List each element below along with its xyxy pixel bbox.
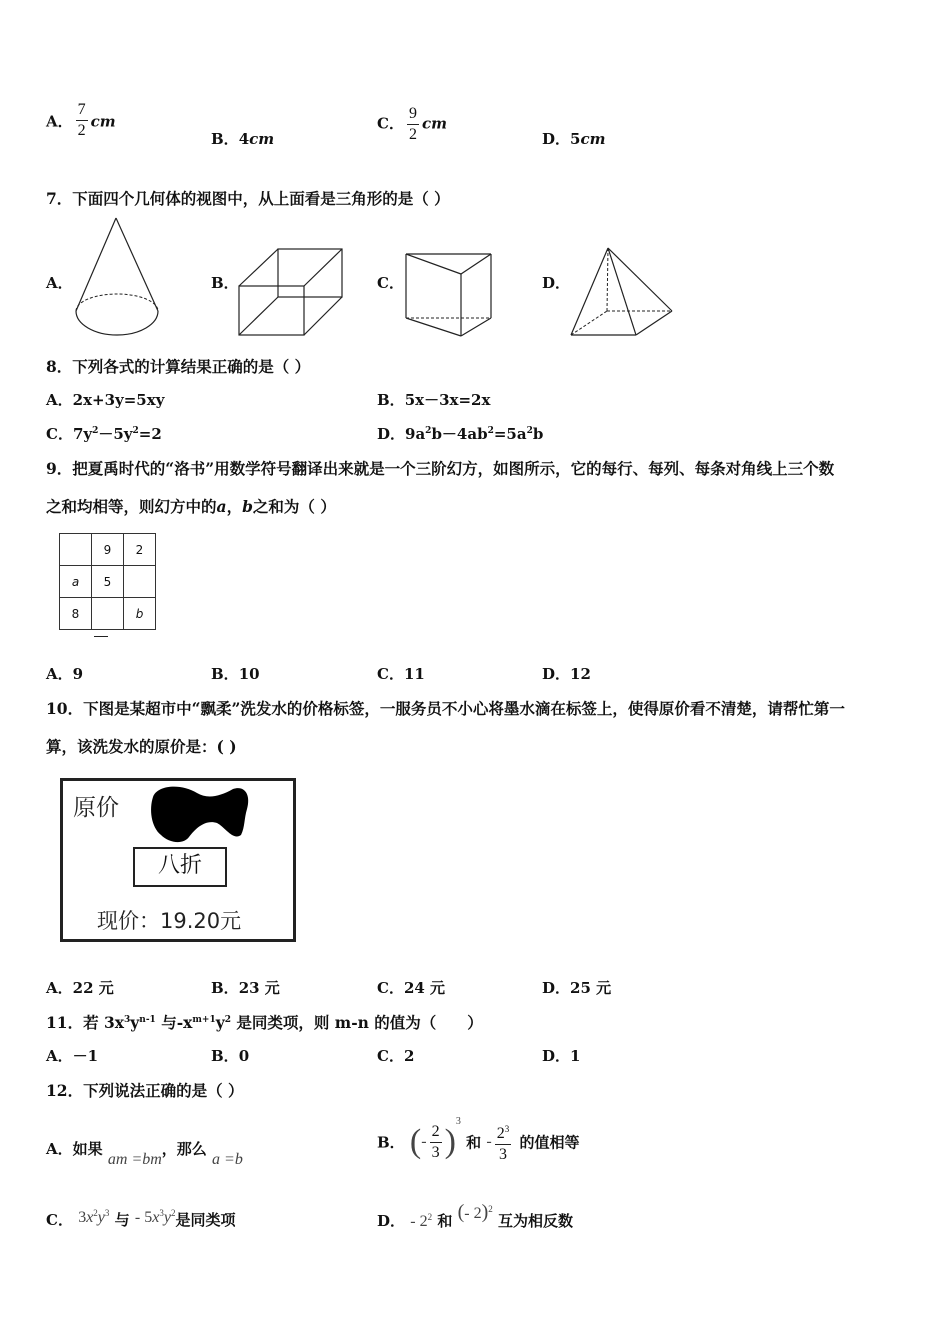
option-text: 25 元 xyxy=(570,979,612,997)
option-letter: D． xyxy=(377,425,406,443)
option-letter: B． xyxy=(211,1047,239,1065)
option-text: 23 元 xyxy=(238,979,280,997)
q12-option-d xyxy=(377,1201,573,1232)
cone-figure xyxy=(70,215,164,340)
unit: cm xyxy=(90,112,116,131)
q9-option-a xyxy=(46,663,83,684)
q10-option-d xyxy=(542,977,611,998)
option-text: 与 xyxy=(114,1211,130,1229)
option-text: 11 xyxy=(403,665,425,683)
option-text: －1 xyxy=(72,1047,99,1065)
option-text: 是同类项 xyxy=(175,1211,236,1229)
q6-option-b xyxy=(211,128,274,149)
q8-option-a xyxy=(46,389,164,410)
q7-letter-c: C． xyxy=(377,274,404,292)
math-expression: - $2^2$ xyxy=(410,1212,433,1230)
grid-cell: 9 xyxy=(92,534,124,566)
option-text: 22 元 xyxy=(72,979,114,997)
option-value: 4 xyxy=(238,130,250,148)
option-value: 5 xyxy=(570,130,581,148)
option-letter: C． xyxy=(46,1211,73,1229)
q8-option-d: D．$9a^2b-4ab^2=5a^2b$ xyxy=(377,425,544,443)
option-letter: D． xyxy=(542,130,571,148)
option-text: 互为相反数 xyxy=(497,1212,573,1230)
q8-option-c: C．$7y^2-5y^2=2$ xyxy=(46,425,162,443)
prism-figure xyxy=(403,252,497,338)
pyramid-figure xyxy=(568,245,678,338)
q6-option-a xyxy=(46,101,116,141)
fraction-denominator: 2 xyxy=(77,122,86,139)
q7-letter-b: B． xyxy=(211,274,239,292)
option-letter: B． xyxy=(211,979,239,997)
price-tag xyxy=(60,778,296,942)
math-expression: (- 2)$^2$ xyxy=(457,1201,493,1223)
math-expression: a =b xyxy=(212,1151,243,1168)
unit: cm xyxy=(249,130,275,148)
magic-square-grid xyxy=(59,533,156,630)
q12-option-c xyxy=(46,1209,235,1230)
fraction-numerator: $2^3$ xyxy=(495,1119,512,1145)
stem-separator: ， xyxy=(226,497,243,516)
option-letter: A． xyxy=(46,112,73,131)
stem-text: 之和均相等，则幻方中的 xyxy=(46,497,217,516)
option-text: 0 xyxy=(238,1047,250,1065)
math-expression: - $5x^3y^2$ xyxy=(134,1208,176,1226)
stem-text: 之和为（ ） xyxy=(252,497,336,516)
grid-cell: a xyxy=(60,566,92,598)
grid-cell: 5 xyxy=(92,566,124,598)
q10-option-c xyxy=(377,977,445,998)
minus-sign: - xyxy=(486,1133,492,1150)
option-letter: C． xyxy=(377,979,404,997)
q10-option-b xyxy=(211,977,280,998)
q7-letter-d: D． xyxy=(542,274,571,292)
magic-square xyxy=(59,533,156,630)
option-letter: D． xyxy=(542,665,571,683)
option-letter: C． xyxy=(46,425,73,443)
q8-option-b xyxy=(377,389,490,410)
q10-stem-line2: 算，该洗发水的原价是：( ) xyxy=(46,737,237,756)
q9-option-b xyxy=(211,663,260,684)
grid-cell: 2 xyxy=(124,534,156,566)
grid-cell xyxy=(124,566,156,598)
fraction-numerator: 9 xyxy=(407,104,419,125)
grid-cell xyxy=(60,534,92,566)
option-text: 10 xyxy=(238,665,260,683)
grid-cell: 8 xyxy=(60,598,92,630)
q9-stem-line2 xyxy=(46,495,336,517)
fraction xyxy=(76,100,88,141)
q10-stem-line1: 10．下图是某超市中“飘柔”洗发水的价格标签，一服务员不小心将墨水滴在标签上，使得原价看不清楚，请帮忙第一 xyxy=(46,699,845,718)
option-text: 12 xyxy=(570,665,591,683)
stem-text: 11．若 3x xyxy=(46,1013,124,1032)
fraction-denominator: 3 xyxy=(431,1143,440,1161)
unit: cm xyxy=(421,114,447,133)
option-letter: C． xyxy=(377,1047,404,1065)
grid-cell: b xyxy=(124,598,156,630)
math-expression: am =bm xyxy=(107,1151,162,1168)
option-letter: A． xyxy=(46,1140,73,1158)
q7-letter-a: A． xyxy=(46,274,73,292)
q9-option-d xyxy=(542,663,591,684)
original-price-label: 原价 xyxy=(73,795,119,821)
box-figure xyxy=(236,246,346,338)
fraction-denominator: 3 xyxy=(498,1146,507,1163)
option-letter: C． xyxy=(377,665,404,683)
variable-a: a xyxy=(216,497,227,516)
option-letter: B． xyxy=(377,391,405,409)
q11-option-a xyxy=(46,1045,98,1066)
option-letter: D． xyxy=(377,1212,406,1230)
q6-option-c xyxy=(377,104,447,145)
option-letter: A． xyxy=(46,1047,73,1065)
option-text: 5x－3x=2x xyxy=(404,391,491,409)
option-text: 和 xyxy=(437,1212,453,1230)
q11-option-c xyxy=(377,1045,414,1066)
option-letter: C． xyxy=(377,114,404,133)
option-letter: B． xyxy=(211,130,239,148)
fraction-numerator: 7 xyxy=(76,100,88,121)
option-text: 的值相等 xyxy=(519,1133,580,1152)
fraction-numerator: 2 xyxy=(430,1122,442,1143)
fraction xyxy=(407,104,419,145)
option-text: 和 xyxy=(466,1133,482,1152)
q12-option-b: B． (- $\frac{2}{3}$ )$^3$ 和 - $\frac{2^3}{3}$ 的值相等 xyxy=(377,1116,580,1163)
ink-blot xyxy=(145,783,253,845)
option-letter: A． xyxy=(46,665,73,683)
math-expression: $3x^2y^3$ xyxy=(78,1208,110,1226)
fraction xyxy=(495,1119,512,1165)
grid-underline-mark xyxy=(94,636,108,637)
discount-box xyxy=(133,847,227,887)
q8-stem: 8．下列各式的计算结果正确的是（ ） xyxy=(46,357,311,376)
q11-option-d xyxy=(542,1045,580,1066)
option-letter: A． xyxy=(46,979,73,997)
right-paren: ) xyxy=(444,1123,456,1160)
option-text: 如果 xyxy=(72,1140,103,1158)
option-letter: D． xyxy=(542,1047,571,1065)
q6-option-d xyxy=(542,128,605,149)
current-price: 现价：19.20元 xyxy=(97,909,242,933)
minus-sign: - xyxy=(421,1133,427,1150)
variable-b: b xyxy=(242,497,253,516)
q12-option-a xyxy=(46,1138,243,1168)
option-text: 24 元 xyxy=(403,979,446,997)
option-letter: B． xyxy=(211,665,239,683)
option-letter: B． xyxy=(377,1133,405,1152)
q9-stem-line1: 9．把夏禹时代的“洛书”用数学符号翻译出来就是一个三阶幻方，如图所示，它的每行、每列、每条对角线上三个数 xyxy=(46,459,835,478)
left-paren: ( xyxy=(409,1123,422,1160)
q11-option-b xyxy=(211,1045,249,1066)
option-text: 1 xyxy=(570,1047,581,1065)
grid-cell xyxy=(92,598,124,630)
discount-label: 八折 xyxy=(157,853,202,878)
option-letter: A． xyxy=(46,391,73,409)
fraction xyxy=(430,1122,442,1163)
option-text: 2 xyxy=(403,1047,415,1065)
option-text: 2x+3y=5xy xyxy=(72,391,165,409)
q10-option-a xyxy=(46,977,114,998)
q11-stem: 11．若 $3x^3y^{n-1}$ 与$-x^{m+1}y^2$ 是同类项，则 m-n 的值为（ ） xyxy=(46,1013,483,1032)
option-letter: D． xyxy=(542,979,571,997)
unit: cm xyxy=(580,130,606,148)
q7-stem: 7．下面四个几何体的视图中，从上面看是三角形的是（ ） xyxy=(46,189,450,208)
fraction-denominator: 2 xyxy=(408,126,417,143)
q9-option-c xyxy=(377,663,425,684)
q12-stem: 12．下列说法正确的是（ ） xyxy=(46,1081,244,1100)
option-text: 9 xyxy=(72,665,84,683)
option-text: ，那么 xyxy=(161,1140,207,1158)
